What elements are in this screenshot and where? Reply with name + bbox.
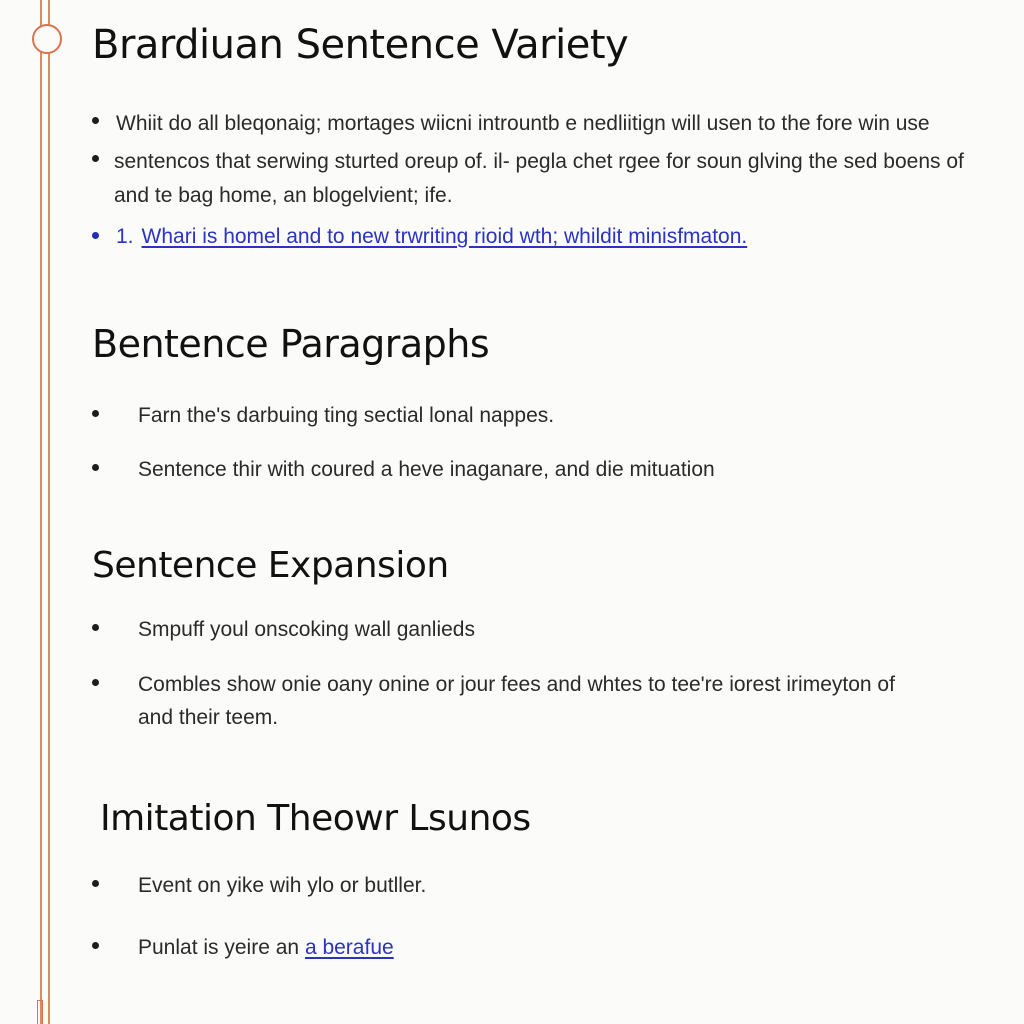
bullet-icon — [92, 155, 99, 162]
bullet-icon — [92, 117, 99, 124]
section-title-imitation: Imitation Theowr Lsunos — [100, 798, 531, 839]
list-item-link-row — [116, 220, 747, 253]
list-item: Event on yike wih ylo or butller. — [138, 874, 427, 897]
bullet-icon — [92, 679, 99, 686]
section-title-sentence-paragraphs: Bentence Paragraphs — [92, 322, 490, 366]
list-item-link-row — [138, 931, 394, 964]
list-item: sentencos that serwing sturted oreup of. il- pegla chet rgee for soun glving the sed boens of — [114, 150, 964, 173]
section-title-sentence-variety: Brardiuan Sentence Variety — [92, 22, 629, 68]
list-item: Farn the's darbuing ting sectial lonal nappes. — [138, 404, 555, 427]
bullet-icon — [92, 880, 99, 887]
margin-rule-right — [48, 0, 50, 1024]
list-item-text: Punlat is yeire an — [138, 936, 300, 959]
bullet-icon — [92, 624, 99, 631]
list-item: Sentence thir with coured a heve inaganare, and die mituation — [138, 458, 715, 481]
binder-hole-circle — [32, 24, 62, 54]
inline-link[interactable]: a berafue — [304, 936, 394, 959]
list-number: 1. — [116, 225, 134, 248]
section-title-sentence-expansion: Sentence Expansion — [92, 545, 449, 586]
list-item: Combles show onie oany onine or jour fees and whtes to tee're iorest irimeyton of — [138, 673, 895, 696]
list-item-continuation: and te bag home, an blogelvient; ife. — [114, 184, 453, 207]
bullet-icon — [92, 232, 99, 239]
list-item: Smpuff youl onscoking wall ganlieds — [138, 618, 475, 641]
list-item-continuation: and their teem. — [138, 706, 279, 729]
inline-link[interactable]: Whari is homel and to new trwriting rioid wth; whildit minisfmaton. — [141, 225, 748, 248]
bullet-icon — [92, 464, 99, 471]
list-item: Whiit do all bleqonaig; mortages wiicni intrountb e nedliitign will usen to the fore win use — [116, 112, 930, 135]
bullet-icon — [92, 942, 99, 949]
margin-tick-mark — [37, 1000, 43, 1024]
margin-rule-left — [40, 0, 42, 1024]
bullet-icon — [92, 410, 99, 417]
